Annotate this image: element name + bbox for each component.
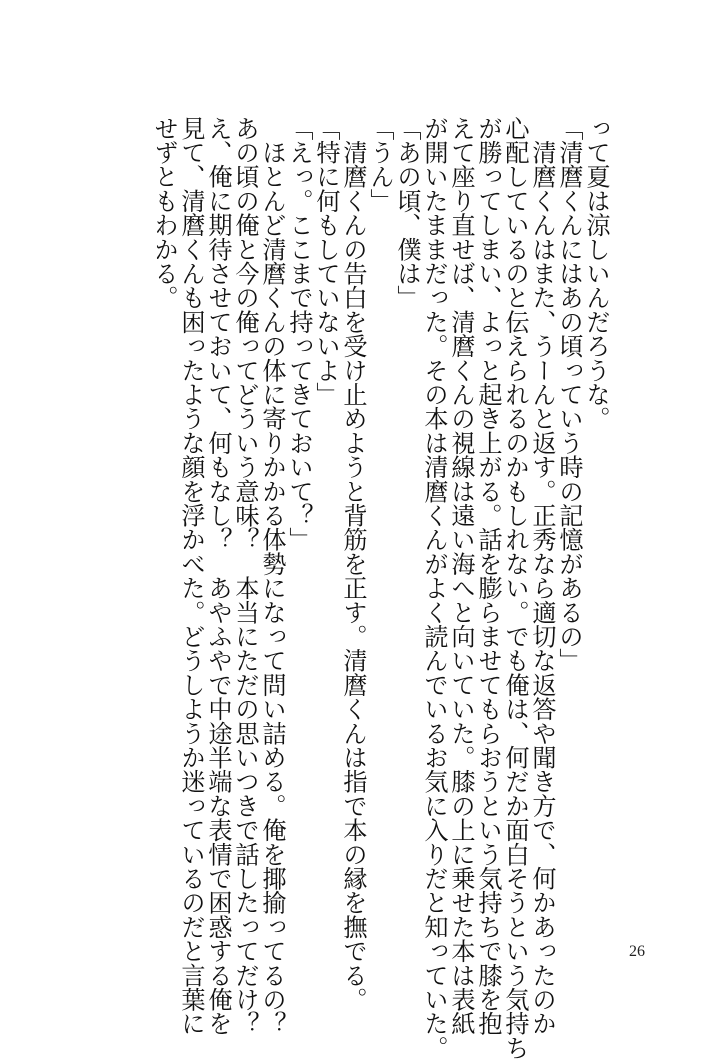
text-line: 清麿くんはまた、うーんと返す。正秀なら適切な返答や聞き方で、何かあったのか	[528, 116, 556, 1036]
text-line: あの頃の俺と今の俺ってどういう意味？ 本当にただの思いつきで話したってだけ？	[231, 116, 259, 1036]
text-line: が開いたままだった。その本は清麿くんがよく読んでいるお気に入りだと知っていた。	[420, 116, 448, 1060]
text-line: 「特に何もしていないよ」	[312, 116, 340, 407]
text-line: 「うん」	[366, 116, 394, 213]
text-line: が勝ってしまい、よっと起き上がる。話を膨らませてもらおうという気持ちで膝を抱	[474, 116, 502, 1036]
text-line: って夏は涼しいんだろうな。	[582, 116, 610, 431]
text-line: ほとんど清麿くんの体に寄りかかる体勢になって問い詰める。俺を揶揄ってるの？	[258, 116, 286, 1036]
vertical-text-body	[150, 116, 610, 1060]
text-line: え、俺に期待させておいて、何もなし？ あやふやで中途半端な表情で困惑する俺を	[204, 116, 232, 1036]
text-line: 「えっ。ここまで持ってきておいて？」	[285, 116, 313, 552]
text-line: 見て、清麿くんも困ったような顔を浮かべた。どうしようか迷っているのだと言葉に	[177, 116, 205, 1036]
page-number: 26	[629, 943, 645, 960]
text-line: 心配しているのと伝えられるのかもしれない。でも俺は、何だか面白そうという気持ち	[501, 116, 529, 1060]
text-line: 「清麿くんにはあの頃っていう時の記憶があるの」	[555, 116, 583, 673]
text-line: 清麿くんの告白を受け止めようと背筋を正す。清麿くんは指で本の縁を撫でる。	[339, 116, 367, 1012]
text-line: えて座り直せば、清麿くんの視線は遠い海へと向いていた。膝の上に乗せた本は表紙	[447, 116, 475, 1036]
text-line: せずともわかる。	[150, 116, 178, 310]
text-line: 「あの頃、僕は」	[393, 116, 421, 310]
